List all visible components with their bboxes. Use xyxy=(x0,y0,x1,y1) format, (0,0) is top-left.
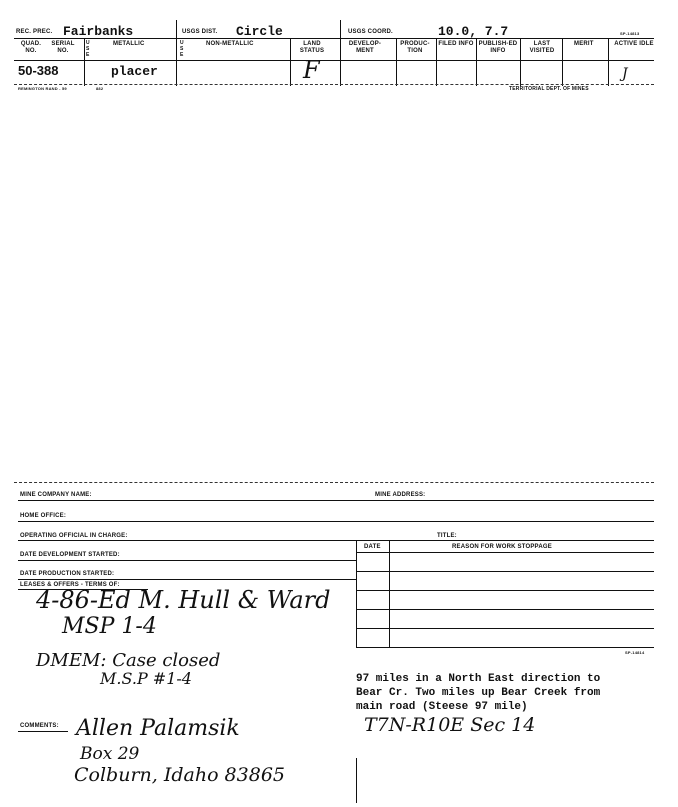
form-number: SP-14813 xyxy=(620,31,640,36)
footer-left: REMINGTON RAND - 59 xyxy=(18,86,67,91)
comments-handwriting-1: Allen Palamsik xyxy=(76,716,240,741)
rule xyxy=(18,560,356,561)
title-label: TITLE: xyxy=(437,533,457,539)
column-header-bottom-rule xyxy=(14,60,654,61)
divider xyxy=(340,20,341,86)
leases-handwriting-2: MSP 1-4 xyxy=(62,614,157,639)
stoppage-table-divider xyxy=(389,540,390,648)
dmem-handwriting-1: DMEM: Case closed xyxy=(36,650,221,671)
col-use-2: U S E xyxy=(180,40,184,58)
home-office-label: HOME OFFICE: xyxy=(20,513,67,519)
divider xyxy=(608,38,609,86)
dmem-handwriting-2: M.S.P #1-4 xyxy=(100,669,192,688)
rule xyxy=(18,579,356,580)
date-column-header: DATE xyxy=(364,544,381,550)
divider xyxy=(562,38,563,86)
quad-serial-value: 50-388 xyxy=(18,63,59,78)
date-production-label: DATE PRODUCTION STARTED: xyxy=(20,571,115,577)
usgs-dist-value: Circle xyxy=(236,24,283,39)
rec-prec-label: REC. PREC. xyxy=(16,29,53,35)
col-development: DEVELOP-MENT xyxy=(348,41,382,54)
col-quad: QUAD. NO. xyxy=(20,41,42,54)
bottom-divider xyxy=(356,758,357,803)
mine-company-label: MINE COMPANY NAME: xyxy=(20,492,92,498)
location-line-2: Bear Cr. Two miles up Bear Creek from xyxy=(356,687,601,699)
rule xyxy=(356,628,654,629)
divider xyxy=(436,38,437,86)
rec-prec-value: Fairbanks xyxy=(63,24,134,39)
comments-label: COMMENTS: xyxy=(20,723,59,729)
divider xyxy=(290,38,291,86)
mine-address-label: MINE ADDRESS: xyxy=(375,492,426,498)
footer-left-number: 882 xyxy=(96,86,104,91)
stoppage-table-left xyxy=(356,540,357,648)
lower-card-top-edge xyxy=(14,482,654,483)
rule xyxy=(18,540,654,541)
rule xyxy=(356,590,654,591)
form-number-2: SP-14814 xyxy=(625,650,645,655)
rule xyxy=(18,731,68,732)
operating-official-label: OPERATING OFFICIAL IN CHARGE: xyxy=(20,533,128,539)
rule xyxy=(356,647,654,648)
row-bottom-rule xyxy=(14,84,654,85)
comments-handwriting-3: Colburn, Idaho 83865 xyxy=(74,764,286,786)
rule xyxy=(356,609,654,610)
usgs-coord-value: 10.0, 7.7 xyxy=(438,24,509,39)
rule xyxy=(356,552,654,553)
date-development-label: DATE DEVELOPMENT STARTED: xyxy=(20,552,120,558)
active-idle-value: J xyxy=(622,66,628,82)
col-published-info: PUBLISH-ED INFO xyxy=(478,41,518,54)
divider xyxy=(176,20,177,86)
col-production: PRODUC-TION xyxy=(400,41,430,54)
divider xyxy=(520,38,521,86)
leases-label: LEASES & OFFERS - TERMS OF: xyxy=(20,582,120,588)
col-last-visited: LAST VISITED xyxy=(529,41,555,54)
col-nonmetallic: NON-METALLIC xyxy=(206,41,254,47)
rule xyxy=(18,500,654,501)
location-line-3: main road (Steese 97 mile) xyxy=(356,701,528,713)
divider xyxy=(84,38,85,86)
metallic-value: placer xyxy=(111,64,158,79)
col-metallic: METALLIC xyxy=(113,41,145,47)
reason-column-header: REASON FOR WORK STOPPAGE xyxy=(452,544,552,550)
col-use-1: U S E xyxy=(86,40,90,58)
footer-right: TERRITORIAL DEPT. OF MINES xyxy=(509,86,589,92)
land-status-value: F xyxy=(303,56,320,84)
location-line-1: 97 miles in a North East direction to xyxy=(356,673,601,685)
usgs-dist-label: USGS DIST. xyxy=(182,29,218,35)
divider xyxy=(396,38,397,86)
rule xyxy=(356,571,654,572)
col-filed-info: FILED INFO xyxy=(438,41,474,47)
col-active-idle: ACTIVE IDLE xyxy=(614,41,654,47)
rule xyxy=(18,521,654,522)
col-land-status: LAND STATUS xyxy=(299,41,325,54)
comments-handwriting-2: Box 29 xyxy=(80,744,140,764)
col-merit: MERIT xyxy=(574,41,594,47)
leases-handwriting-1: 4-86-Ed M. Hull & Ward xyxy=(36,586,331,614)
usgs-coord-label: USGS COORD. xyxy=(348,29,393,35)
divider xyxy=(476,38,477,86)
location-handwriting: T7N-R10E Sec 14 xyxy=(364,714,536,736)
col-serial: SERIAL NO. xyxy=(51,41,75,54)
